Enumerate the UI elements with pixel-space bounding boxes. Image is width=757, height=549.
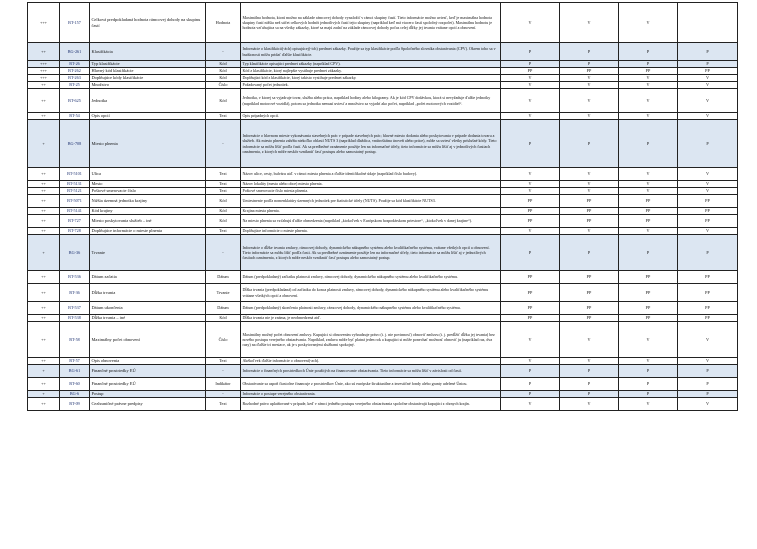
id-cell: BT-536 — [60, 271, 90, 284]
type-cell: - — [206, 391, 241, 398]
id-cell: BT-625 — [60, 89, 90, 113]
value-cell: V — [560, 188, 619, 195]
value-cell: V — [619, 75, 678, 82]
level-cell: +++ — [28, 68, 60, 75]
type-cell: Kód — [206, 61, 241, 68]
document-page — [27, 2, 737, 411]
table-row — [28, 168, 738, 181]
name-cell: Celková predpokladaná hodnota rámcovej dohody na skupinu častí — [90, 3, 206, 43]
value-cell: PP — [501, 302, 560, 315]
description-cell: Krajina miesta plnenia. — [241, 208, 501, 215]
name-cell: Doplňujúce kódy klasifikácie — [90, 75, 206, 82]
id-cell: BT-728 — [60, 228, 90, 235]
id-cell: BG-6 — [60, 391, 90, 398]
name-cell: Typ klasifikácie — [90, 61, 206, 68]
description-cell: Doplňujúce informácie o mieste plnenia. — [241, 228, 501, 235]
value-cell: V — [619, 398, 678, 411]
type-cell: Text — [206, 188, 241, 195]
value-cell: V — [678, 358, 738, 365]
table-row — [28, 228, 738, 235]
id-cell: BT-537 — [60, 302, 90, 315]
value-cell: V — [560, 228, 619, 235]
type-cell: Text — [206, 398, 241, 411]
value-cell: V — [619, 168, 678, 181]
type-cell: Text — [206, 228, 241, 235]
value-cell: P — [619, 61, 678, 68]
value-cell: P — [501, 235, 560, 271]
type-cell: Text — [206, 358, 241, 365]
type-cell: Kód — [206, 68, 241, 75]
level-cell: +++ — [28, 61, 60, 68]
name-cell: Dátum začatia — [90, 271, 206, 284]
value-cell: V — [501, 89, 560, 113]
value-cell: PP — [678, 195, 738, 208]
table-row — [28, 271, 738, 284]
name-cell: Jednotka — [90, 89, 206, 113]
level-cell: ++ — [28, 208, 60, 215]
value-cell: V — [560, 75, 619, 82]
name-cell: Miesto plnenia — [90, 120, 206, 168]
value-cell: PP — [560, 302, 619, 315]
value-cell — [678, 3, 738, 43]
type-cell: Hodnota — [206, 3, 241, 43]
value-cell: V — [560, 89, 619, 113]
description-cell: Na miesto plnenia sa vzťahujú ďalšie obmedzenia (napríklad „ktokoľvek v Európskom hospodárskom priestore“, „ktokoľvek v danej krajine“). — [241, 215, 501, 228]
table-row — [28, 208, 738, 215]
level-cell: ++ — [28, 315, 60, 322]
level-cell: +++ — [28, 75, 60, 82]
value-cell: PP — [501, 68, 560, 75]
name-cell: Dĺžka trvania — [90, 284, 206, 302]
value-cell: PP — [678, 302, 738, 315]
type-cell: Text — [206, 181, 241, 188]
value-cell: V — [619, 89, 678, 113]
id-cell: BT-26 — [60, 61, 90, 68]
value-cell: PP — [678, 284, 738, 302]
level-cell: ++ — [28, 228, 60, 235]
value-cell: P — [619, 378, 678, 391]
table-row — [28, 3, 738, 43]
value-cell: P — [678, 365, 738, 378]
value-cell: V — [501, 188, 560, 195]
id-cell: BT-262 — [60, 68, 90, 75]
level-cell: ++ — [28, 195, 60, 208]
table-row — [28, 120, 738, 168]
value-cell: V — [560, 113, 619, 120]
description-cell: Maximálny možný počet obnovení zmluvy. Kupujúci si obnovením vyhradzuje právo (t. j. nie povinnosť) obnoviť zmluvu (t. j. predĺžiť dĺžku jej trvania) bez nového postupu verejného obstarávania. Napríklad, zmluva môže byť platná jeden rok a kupujúci si môže ponechať možnosť obnoviť ju (napríklad raz, dva razy) na ďalšie tri mesiace, ak je s poskytovanými službami spokojný. — [241, 322, 501, 358]
name-cell: Opis obnovenia — [90, 358, 206, 365]
value-cell: V — [560, 358, 619, 365]
id-cell: BT-25 — [60, 82, 90, 89]
value-cell: PP — [560, 284, 619, 302]
value-cell: V — [619, 322, 678, 358]
value-cell: PP — [560, 208, 619, 215]
table-row — [28, 82, 738, 89]
value-cell: PP — [678, 315, 738, 322]
id-cell: BT-60 — [60, 378, 90, 391]
table-row — [28, 358, 738, 365]
table-row — [28, 181, 738, 188]
description-cell: Informácie o klasifikácii(-ách) opisujúcej(-ich) predmet zákazky. Použije sa typ klasifikácie podľa Spoločného slovníka obstarávania (CPV). Okrem toho sa v budúcnosti môžu pridať ďalšie klasifikácie. — [241, 43, 501, 61]
value-cell: V — [678, 75, 738, 82]
value-cell: V — [619, 181, 678, 188]
value-cell: P — [560, 235, 619, 271]
description-cell: Názov ulice, cesty, bulváru atď. v rámci miesta plnenia a ďalšie identifikačné údaje (napríklad číslo budovy). — [241, 168, 501, 181]
description-cell: Dátum (predpokladaný) skončenia platnosti zmluvy, rámcovej dohody, dynamického nákupného systému alebo kvalifikačného systému. — [241, 302, 501, 315]
name-cell: Finančné prostriedky EÚ — [90, 378, 206, 391]
description-cell: Poštové smerovacie číslo miesta plnenia. — [241, 188, 501, 195]
name-cell: Kód krajiny — [90, 208, 206, 215]
name-cell: Opis opcií — [90, 113, 206, 120]
value-cell: P — [501, 61, 560, 68]
value-cell: V — [501, 82, 560, 89]
table-row — [28, 195, 738, 208]
value-cell: PP — [619, 271, 678, 284]
value-cell: PP — [560, 195, 619, 208]
description-cell: Dĺžka trvania nie je známa, je neobmedzená atď. — [241, 315, 501, 322]
type-cell: - — [206, 365, 241, 378]
value-cell: V — [501, 168, 560, 181]
name-cell: Postup — [90, 391, 206, 398]
description-cell: Umiestnenie podľa nomenklatúry územných jednotiek pre štatistické účely (NUTS). Použije sa kód klasifikácie NUTS3. — [241, 195, 501, 208]
type-cell: Kód — [206, 315, 241, 322]
level-cell: ++ — [28, 82, 60, 89]
level-cell: ++ — [28, 398, 60, 411]
value-cell: P — [619, 43, 678, 61]
description-cell: Informácie o dĺžke trvania zmluvy, rámcovej dohody, dynamického nákupného systému alebo kvalifikačného systému, vrátane všetkých opcií a obnovení. Tieto informácie sa môžu líšiť podľa časti. Ak sa predbežné oznámenie použije len na informačné účely, tieto informácie sa môžu líšiť aj v jednotlivých častiach oznámenia, z ktorých môže neskôr vzniknúť časť postupu alebo samostatný postup. — [241, 235, 501, 271]
value-cell: V — [619, 358, 678, 365]
type-cell: Kód — [206, 208, 241, 215]
value-cell: V — [501, 322, 560, 358]
description-cell: Informácie o postupe verejného obstarávania. — [241, 391, 501, 398]
table-row — [28, 68, 738, 75]
table-row — [28, 315, 738, 322]
description-cell: Názov lokality (mesta alebo obce) miesta plnenia. — [241, 181, 501, 188]
type-cell: Dátum — [206, 302, 241, 315]
level-cell: ++ — [28, 181, 60, 188]
table-row — [28, 215, 738, 228]
value-cell: V — [678, 168, 738, 181]
level-cell: ++ — [28, 378, 60, 391]
value-cell: P — [560, 365, 619, 378]
value-cell: V — [501, 75, 560, 82]
id-cell: BT-09 — [60, 398, 90, 411]
value-cell: PP — [619, 208, 678, 215]
description-cell: Rozhodné právo uplatňované v prípade, keď v rámci jedného postupu verejného obstarávania spoločne obstarávajú kupujúci z rôznych krajín. — [241, 398, 501, 411]
type-cell: Indikátor — [206, 378, 241, 391]
value-cell: V — [678, 398, 738, 411]
type-cell: Číslo — [206, 82, 241, 89]
table-row — [28, 365, 738, 378]
value-cell: PP — [501, 208, 560, 215]
name-cell: Finančné prostriedky EÚ — [90, 365, 206, 378]
value-cell: P — [560, 61, 619, 68]
value-cell: PP — [560, 271, 619, 284]
value-cell: P — [501, 43, 560, 61]
value-cell: V — [678, 82, 738, 89]
value-cell: PP — [619, 68, 678, 75]
value-cell: V — [678, 181, 738, 188]
id-cell: BT-5131 — [60, 181, 90, 188]
value-cell: V — [678, 89, 738, 113]
id-cell: BT-157 — [60, 3, 90, 43]
value-cell: V — [619, 188, 678, 195]
type-cell: Trvanie — [206, 284, 241, 302]
value-cell: P — [678, 378, 738, 391]
type-cell: Kód — [206, 75, 241, 82]
value-cell: PP — [501, 271, 560, 284]
level-cell: ++ — [28, 284, 60, 302]
level-cell: + — [28, 391, 60, 398]
table-row — [28, 75, 738, 82]
value-cell: P — [619, 235, 678, 271]
value-cell: V — [678, 322, 738, 358]
value-cell: V — [619, 3, 678, 43]
level-cell: ++ — [28, 358, 60, 365]
table-row — [28, 378, 738, 391]
table-row — [28, 398, 738, 411]
level-cell: + — [28, 120, 60, 168]
table-row — [28, 43, 738, 61]
description-cell: Typ klasifikácie opisujúci predmet zákazky (napríklad CPV). — [241, 61, 501, 68]
description-cell: Maximálna hodnota, ktorú možno na základe rámcovej dohody vynaložiť v rámci skupiny častí. Tieto informácie možno uviesť, keď je maximálna hodnota skupiny častí nižšia než súčet celkových hodnôt jednotlivých častí tejto skupiny (napríklad keď má viacero častí spoločný rozpočet). Maximálnu hodnotu je hodnota vzťahujúca sa na všetky zákazky, ktoré sa majú zadať na základe rámcovej dohody počas celej dĺžky jej trvania vrátane opcií a obnovení. — [241, 3, 501, 43]
value-cell: P — [560, 378, 619, 391]
name-cell: Cezhraničné právne predpisy — [90, 398, 206, 411]
value-cell: V — [619, 82, 678, 89]
value-cell: V — [501, 358, 560, 365]
name-cell: Trvanie — [90, 235, 206, 271]
value-cell: PP — [501, 195, 560, 208]
value-cell: PP — [678, 208, 738, 215]
type-cell: - — [206, 120, 241, 168]
type-cell: Číslo — [206, 322, 241, 358]
value-cell: PP — [619, 215, 678, 228]
description-cell: Opis prípadných opcií. — [241, 113, 501, 120]
table-row — [28, 235, 738, 271]
value-cell: V — [560, 168, 619, 181]
value-cell: V — [560, 322, 619, 358]
name-cell: Nižšia územná jednotka krajiny — [90, 195, 206, 208]
description-cell: Informácie o finančných prostriedkoch Únie použitých na financovanie obstarávania. Tieto informácie sa môžu líšiť v závislosti od častí. — [241, 365, 501, 378]
value-cell: V — [501, 228, 560, 235]
type-cell: Text — [206, 168, 241, 181]
value-cell: P — [678, 235, 738, 271]
value-cell: P — [678, 120, 738, 168]
value-cell: V — [501, 398, 560, 411]
id-cell: BT-57 — [60, 358, 90, 365]
id-cell: BG-708 — [60, 120, 90, 168]
value-cell: PP — [678, 271, 738, 284]
name-cell: Hlavný kód klasifikácie — [90, 68, 206, 75]
id-cell: BT-36 — [60, 284, 90, 302]
value-cell: PP — [501, 284, 560, 302]
value-cell: PP — [619, 302, 678, 315]
type-cell: Kód — [206, 215, 241, 228]
value-cell: PP — [678, 215, 738, 228]
value-cell: P — [619, 365, 678, 378]
name-cell: Dátum ukončenia — [90, 302, 206, 315]
description-cell: Jednotka, v ktorej sa vyjadruje tovar, služba alebo práca, napríklad hodiny alebo kilogramy. Ak je kód CPV dodávkou, ktorá si nevyžaduje ďalšie jednotky (napríklad motorové vozidlá), potom sa jednotka nemusí uviesť a množstvo sa vyjadrí ako počet, napríklad „počet motorových vozidiel“. — [241, 89, 501, 113]
name-cell: Dĺžka trvania – iné — [90, 315, 206, 322]
table-row — [28, 113, 738, 120]
value-cell: V — [501, 113, 560, 120]
level-cell: ++ — [28, 168, 60, 181]
level-cell: ++ — [28, 302, 60, 315]
table-row — [28, 89, 738, 113]
id-cell: BG-61 — [60, 365, 90, 378]
value-cell: P — [560, 120, 619, 168]
value-cell: PP — [560, 215, 619, 228]
value-cell: P — [619, 391, 678, 398]
level-cell: + — [28, 235, 60, 271]
value-cell: P — [619, 120, 678, 168]
description-cell: Informácie o hlavnom mieste vykonávania stavebných prác v prípade stavebných prác; hlavné miesto dodania alebo poskytovania v prípade dodania tovaru a služieb. Ak miesto plnenia zahŕňa niekoľko oblastí NUTS 3 (napríklad dlaždica, vnútroštátna úroveň alebo práce), môže sa uviesť všetky príslušné kódy. Tieto informácie sa môžu líšiť podľa častí. Ak sa predbežné oznámenie použije len na informačné účely, tieto informácie sa môžu líšiť aj v jednotlivých častiach oznámenia, z ktorých môže neskôr vzniknúť časť postupu alebo samostatný postup. — [241, 120, 501, 168]
value-cell: PP — [560, 315, 619, 322]
name-cell: Maximálny počet obnovení — [90, 322, 206, 358]
level-cell: + — [28, 365, 60, 378]
level-cell: ++ — [28, 113, 60, 120]
level-cell: ++ — [28, 215, 60, 228]
value-cell: V — [678, 188, 738, 195]
value-cell: V — [678, 113, 738, 120]
value-cell: PP — [619, 284, 678, 302]
value-cell: PP — [501, 215, 560, 228]
type-cell: Text — [206, 113, 241, 120]
value-cell: PP — [678, 68, 738, 75]
level-cell: ++ — [28, 322, 60, 358]
id-cell: BT-54 — [60, 113, 90, 120]
value-cell: P — [501, 120, 560, 168]
id-cell: BG-36 — [60, 235, 90, 271]
name-cell: Miesto poskytovania služieb – iné — [90, 215, 206, 228]
value-cell: V — [560, 3, 619, 43]
name-cell: Doplňujúce informácie o mieste plnenia — [90, 228, 206, 235]
description-cell: Požadovaný počet jednotiek. — [241, 82, 501, 89]
description-cell: Kód z klasifikácie, ktorý najlepšie vystihuje predmet zákazky. — [241, 68, 501, 75]
value-cell: V — [560, 398, 619, 411]
value-cell: P — [501, 391, 560, 398]
level-cell: ++ — [28, 188, 60, 195]
name-cell: Ulica — [90, 168, 206, 181]
table-row — [28, 284, 738, 302]
description-cell: Doplňujúci kód z klasifikácie, ktorý takisto vystihuje predmet zákazky. — [241, 75, 501, 82]
type-cell: - — [206, 43, 241, 61]
name-cell: Poštové smerovacie číslo — [90, 188, 206, 195]
value-cell: PP — [560, 68, 619, 75]
description-cell: Dátum (predpokladaný) začiatku platnosti zmluvy, rámcovej dohody, dynamického nákupného systému alebo kvalifikačného systému. — [241, 271, 501, 284]
value-cell: V — [678, 228, 738, 235]
id-cell: BT-58 — [60, 322, 90, 358]
type-cell: - — [206, 235, 241, 271]
description-cell: Akékoľvek ďalšie informácie o obnovení(-ach). — [241, 358, 501, 365]
value-cell: V — [619, 228, 678, 235]
type-cell: Kód — [206, 89, 241, 113]
value-cell: PP — [619, 315, 678, 322]
id-cell: BT-538 — [60, 315, 90, 322]
value-cell: P — [678, 43, 738, 61]
level-cell: ++ — [28, 43, 60, 61]
table-row — [28, 391, 738, 398]
name-cell: Klasifikácia — [90, 43, 206, 61]
type-cell: Dátum — [206, 271, 241, 284]
value-cell: V — [501, 3, 560, 43]
type-cell: Kód — [206, 195, 241, 208]
name-cell: Mesto — [90, 181, 206, 188]
id-cell: BT-727 — [60, 215, 90, 228]
id-cell: BT-5121 — [60, 188, 90, 195]
id-cell: BT-5141 — [60, 208, 90, 215]
description-cell: Dĺžka trvania (predpokladaná) od začiatku do konca platnosti zmluvy, rámcovej dohody, dynamického nákupného systému alebo kvalifikačného systému vrátane všetkých opcií a obnovení. — [241, 284, 501, 302]
id-cell: BT-263 — [60, 75, 90, 82]
table-row — [28, 188, 738, 195]
value-cell: V — [619, 113, 678, 120]
value-cell: V — [501, 181, 560, 188]
table-row — [28, 322, 738, 358]
table-row — [28, 302, 738, 315]
value-cell: P — [560, 391, 619, 398]
value-cell: PP — [501, 315, 560, 322]
level-cell: +++ — [28, 3, 60, 43]
value-cell: P — [678, 391, 738, 398]
level-cell: ++ — [28, 89, 60, 113]
value-cell: V — [560, 82, 619, 89]
name-cell: Množstvo — [90, 82, 206, 89]
level-cell: ++ — [28, 271, 60, 284]
id-cell: BT-5101 — [60, 168, 90, 181]
data-table — [27, 2, 738, 411]
value-cell: P — [678, 61, 738, 68]
id-cell: BT-5071 — [60, 195, 90, 208]
table-row — [28, 61, 738, 68]
id-cell: BG-261 — [60, 43, 90, 61]
value-cell: PP — [619, 195, 678, 208]
description-cell: Obstarávanie sa aspoň čiastočne financuje z prostriedkov Únie, ako sú európske štrukturálne a investičné fondy alebo granty udelené Úniou. — [241, 378, 501, 391]
value-cell: P — [501, 365, 560, 378]
value-cell: V — [560, 181, 619, 188]
value-cell: P — [560, 43, 619, 61]
value-cell: P — [501, 378, 560, 391]
